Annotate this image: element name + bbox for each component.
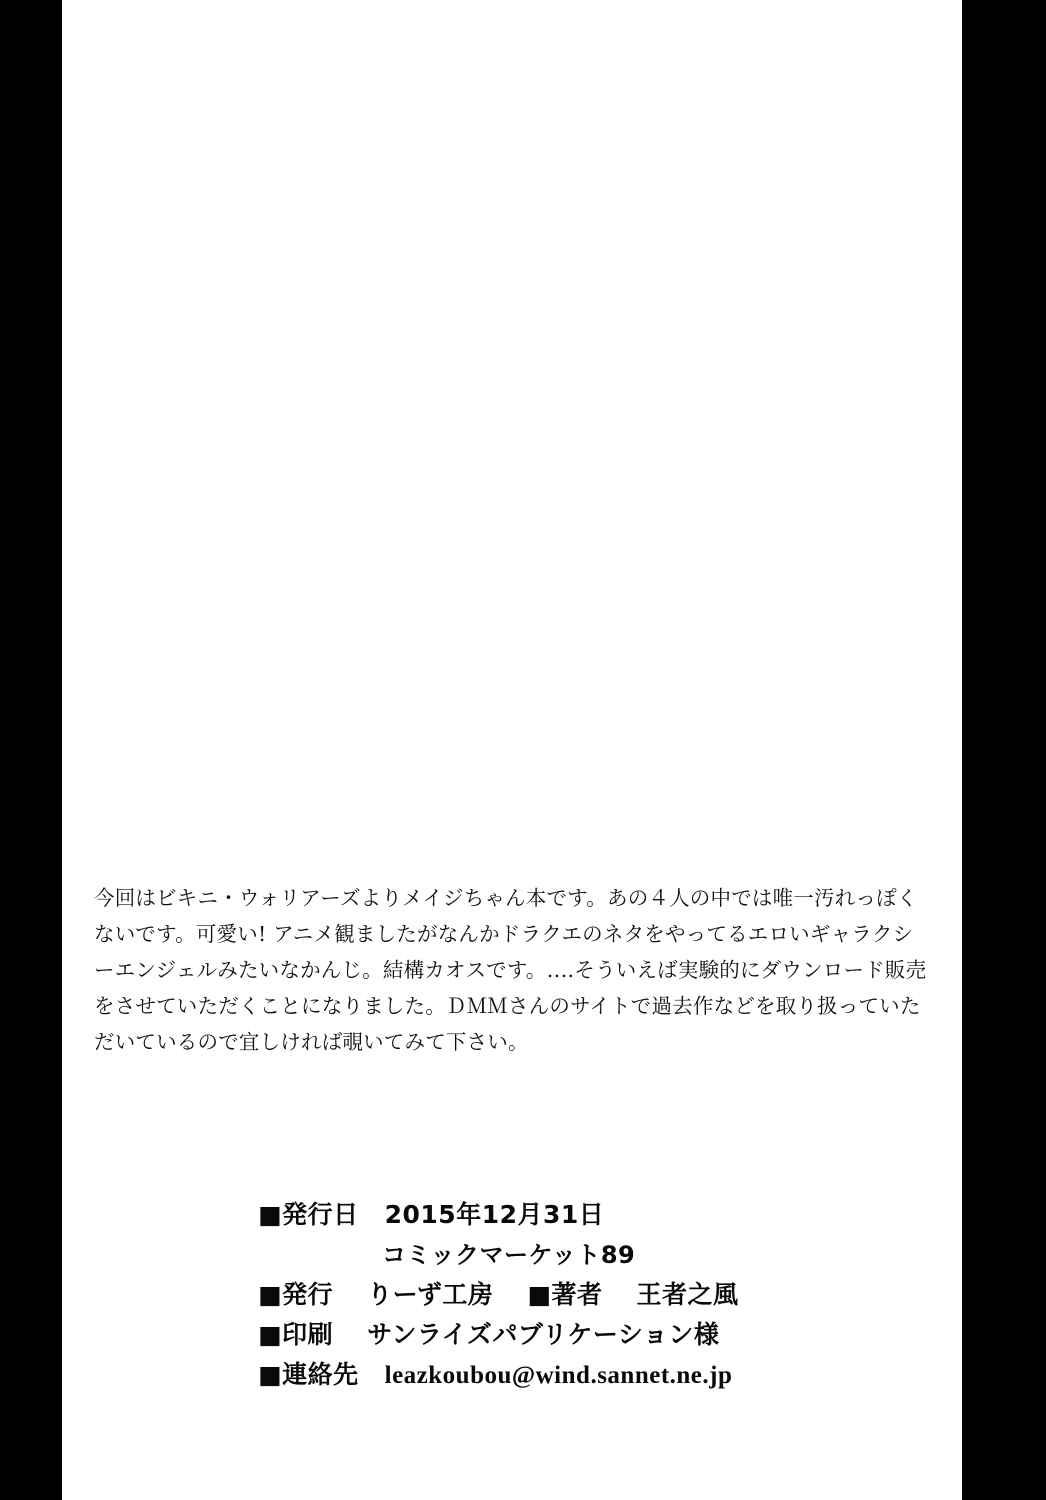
colophon-publisher-line: [62, 1275, 962, 1315]
colophon-printer-line: [62, 1315, 962, 1355]
colophon-section: [62, 1195, 962, 1396]
publisher-value: りーず工房: [367, 1280, 494, 1309]
colophon-publication-date-line: [62, 1195, 962, 1235]
publisher-label: ■発行: [258, 1280, 334, 1309]
printer-label: ■印刷: [258, 1320, 334, 1349]
publication-date-label: ■発行日: [258, 1200, 359, 1229]
colophon-contact-line: [62, 1355, 962, 1396]
contact-email-value: leazkoubou@wind.sannet.ne.jp: [384, 1362, 733, 1389]
author-value: 王者之風: [636, 1280, 739, 1309]
afterword-section: [94, 880, 930, 1060]
publication-date-value: 2015年12月31日: [384, 1200, 605, 1229]
event-name: コミックマーケット89: [382, 1241, 636, 1269]
printer-value: サンライズパブリケーション様: [367, 1320, 720, 1349]
colophon-event-line: [62, 1235, 962, 1275]
author-label: ■著者: [527, 1280, 603, 1309]
contact-label: ■連絡先: [258, 1360, 359, 1389]
document-page: [62, 0, 962, 1500]
afterword-paragraph: 今回はビキニ・ウォリアーズよりメイジちゃん本です。あの４人の中では唯一汚れっぽくないです。可愛い! アニメ観ましたがなんかドラクエのネタをやってるエロいギャラクシーエンジェルみたいなかんじ。結構カオスです。‥‥そういえば実験的にダウンロード販売をさせていただくことになりました。ＤＭＭさんのサイトで過去作などを取り扱っていただいているので宜しければ覗いてみて下さい。: [94, 886, 927, 1054]
